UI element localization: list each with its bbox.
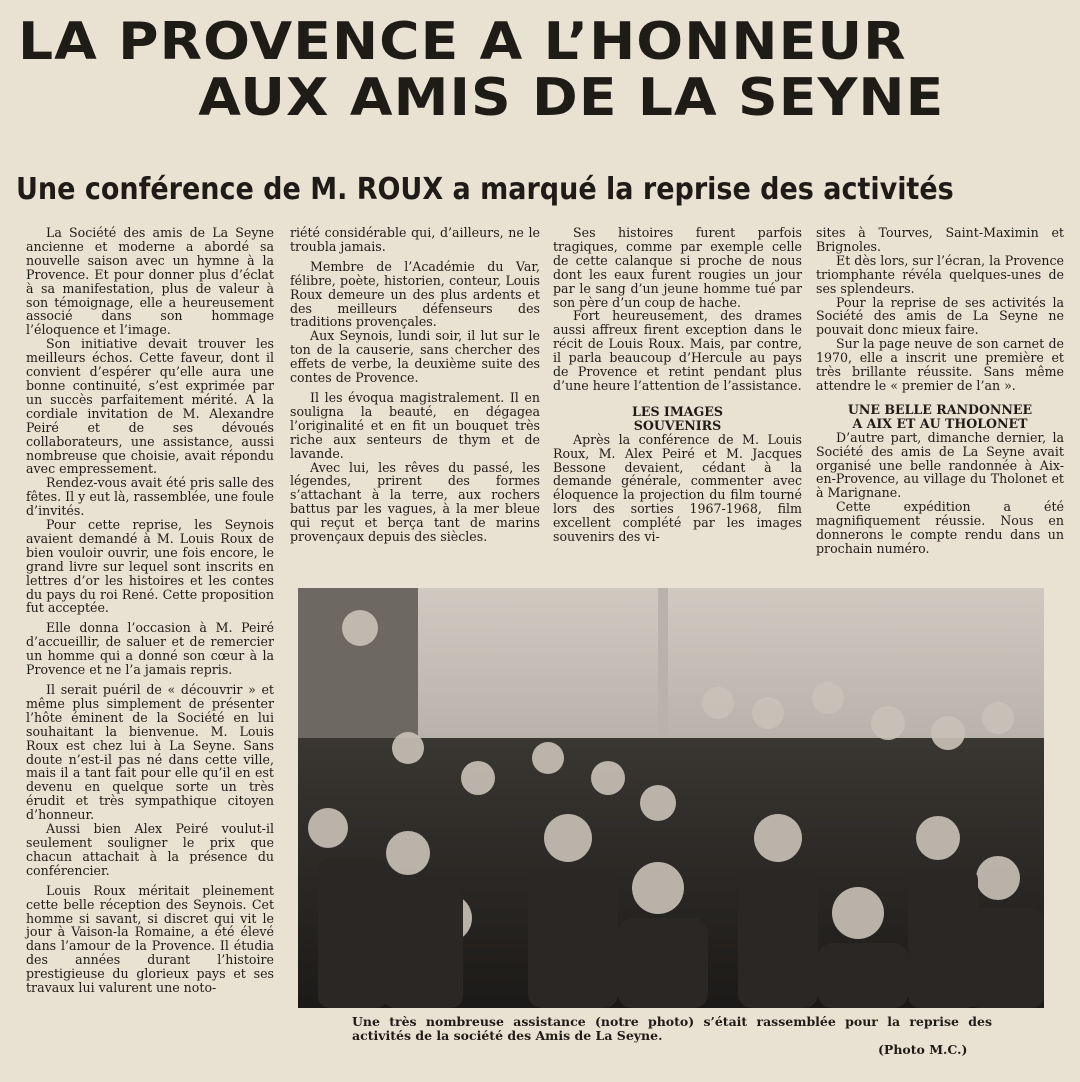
article-column-4 — [816, 226, 1064, 556]
paragraph: Son initiative devait trouver les meilleurs échos. Cette faveur, dont il convient d’espérer qu’elle aura une bonne continuité, s’est exprimée par un succès parfaitement mérité. A la cordiale invitation de M. Alexandre Peiré et de ses dévoués collaborateurs, une assistance, aussi nombreuse que choisie, avait répondu avec empressement. — [26, 336, 274, 477]
paragraph: Après la conférence de M. Louis Roux, M. Alex Peiré et M. Jacques Bessone devaient, cédant à la demande générale, commenter avec éloquence la projection du film tourné lors des sorties 1967-1968, film excellent complété par les images souvenirs des vi- — [553, 431, 802, 545]
paragraph: Il les évoqua magistralement. Il en souligna la beauté, en dégagea l’originalité et en fit un bouquet très riche aux senteurs de thym et de lavande. — [290, 389, 540, 461]
headline — [18, 14, 1080, 126]
paragraph: Ses histoires furent parfois tragiques, comme par exemple celle de cette calanque si proche de nous dont les eaux furent rougies un jour par le sang d’un jeune homme tué par son père d’un coup de hache. — [553, 225, 802, 310]
article-column-3 — [553, 226, 802, 544]
article-column-2 — [290, 226, 540, 544]
paragraph: Il serait puéril de « découvrir » et même plus simplement de présenter l’hôte éminent de la Société en lui souhaitant la bienvenue. M. Louis Roux est chez lui à La Seyne. Sans doute n’est-il pas né dans cette ville, mais il a tant fait pour elle qu’il en est devenu en quelque sorte un très érudit et très sympathique citoyen d’honneur. — [26, 682, 274, 823]
photo-caption: Une très nombreuse assistance (notre photo) s’était rassemblée pour la reprise des activités de la société des Amis de La Seyne. — [352, 1014, 992, 1043]
paragraph: sites à Tourves, Saint-Maximin et Brignoles. — [816, 225, 1064, 254]
paragraph: Cette expédition a été magnifiquement réussie. Nous en donnerons le compte rendu dans un prochain numéro. — [816, 499, 1064, 556]
paragraph: Pour la reprise de ses activités la Société des amis de La Seyne ne pouvait donc mieux faire. — [816, 294, 1064, 338]
paragraph: Membre de l’Académie du Var, félibre, poète, historien, conteur, Louis Roux demeure un des plus ardents et des meilleurs défenseurs des traditions provençales. — [290, 258, 540, 330]
headline-line-1: LA PROVENCE A L’HONNEUR — [18, 12, 907, 72]
section-heading: UNE BELLE RANDONNEE — [847, 401, 1033, 417]
paragraph: Pour cette reprise, les Seynois avaient demandé à M. Louis Roux de bien vouloir ouvrir, une fois encore, le grand livre sur lequel sont inscrits en lettres d’or les histoires et les contes du pays du roi René. Cette proposition fut acceptée. — [26, 517, 274, 616]
paragraph: Aux Seynois, lundi soir, il lut sur le ton de la causerie, sans chercher des effets de verbe, la deuxième suite des contes de Provence. — [290, 328, 540, 386]
paragraph: La Société des amis de La Seyne ancienne et moderne a abordé sa nouvelle saison avec un hymne à la Provence. Et pour donner plus d’éclat à sa manifestation, plus de valeur à son témoignage, elle a heureusement associé dans son hommage l’éloquence et l’image. — [26, 225, 274, 338]
headline-line-2: AUX AMIS DE LA SEYNE — [198, 68, 945, 128]
paragraph: Avec lui, les rêves du passé, les légendes, prirent des formes s’attachant à la terre, aux rochers battus par les vagues, à la mer bleue qui reçut et berça tant de marins provençaux depuis des siècles. — [290, 459, 540, 545]
section-heading: A AIX ET AU THOLONET — [852, 415, 1028, 431]
paragraph: Aussi bien Alex Peiré voulut-il seulement souligner le prix que chacun attachait à la présence du conférencier. — [26, 821, 274, 878]
section-heading: LES IMAGES — [632, 403, 723, 419]
paragraph: Fort heureusement, des drames aussi affreux firent exception dans le récit de Louis Roux. Mais, par contre, il parla beaucoup d’Hercule au pays de Provence et retint pendant plus d’une heure l’attention de l’assistance. — [553, 308, 802, 393]
audience-photo — [298, 588, 1044, 1008]
paragraph: Rendez-vous avait été pris salle des fêtes. Il y eut là, rassemblée, une foule d’invités. — [26, 475, 274, 519]
article-column-1 — [26, 226, 274, 995]
photo-credit: (Photo M.C.) — [878, 1042, 968, 1057]
paragraph: Louis Roux méritait pleinement cette belle réception des Seynois. Cet homme si savant, si discret qui vit le jour à Vaison-la Romaine, a été élevé dans l’amour de la Provence. Il étudia des années durant l’histoire prestigieuse du glorieux pays et ses travaux lui valurent une noto- — [26, 882, 274, 996]
paragraph: D’autre part, dimanche dernier, la Société des amis de La Seyne avait organisé une belle randonnée à Aix-en-Provence, au village du Tholonet et à Marignane. — [816, 429, 1064, 501]
paragraph: Elle donna l’occasion à M. Peiré d’accueillir, de saluer et de remercier un homme qui a donné son cœur à la Provence et ne l’a jamais repris. — [26, 620, 274, 678]
section-heading: SOUVENIRS — [633, 417, 722, 433]
paragraph: Sur la page neuve de son carnet de 1970, elle a inscrit une première et très brillante réussite. Sans même attendre le « premier de l’an ». — [816, 336, 1064, 393]
audience-photo-illustration — [298, 588, 1044, 1008]
paragraph: riété considérable qui, d’ailleurs, ne le troubla jamais. — [290, 225, 540, 254]
subheadline: Une conférence de M. ROUX a marqué la reprise des activités — [16, 172, 954, 207]
paragraph: Et dès lors, sur l’écran, la Provence triomphante révéla quelques-unes de ses splendeurs. — [816, 252, 1064, 296]
